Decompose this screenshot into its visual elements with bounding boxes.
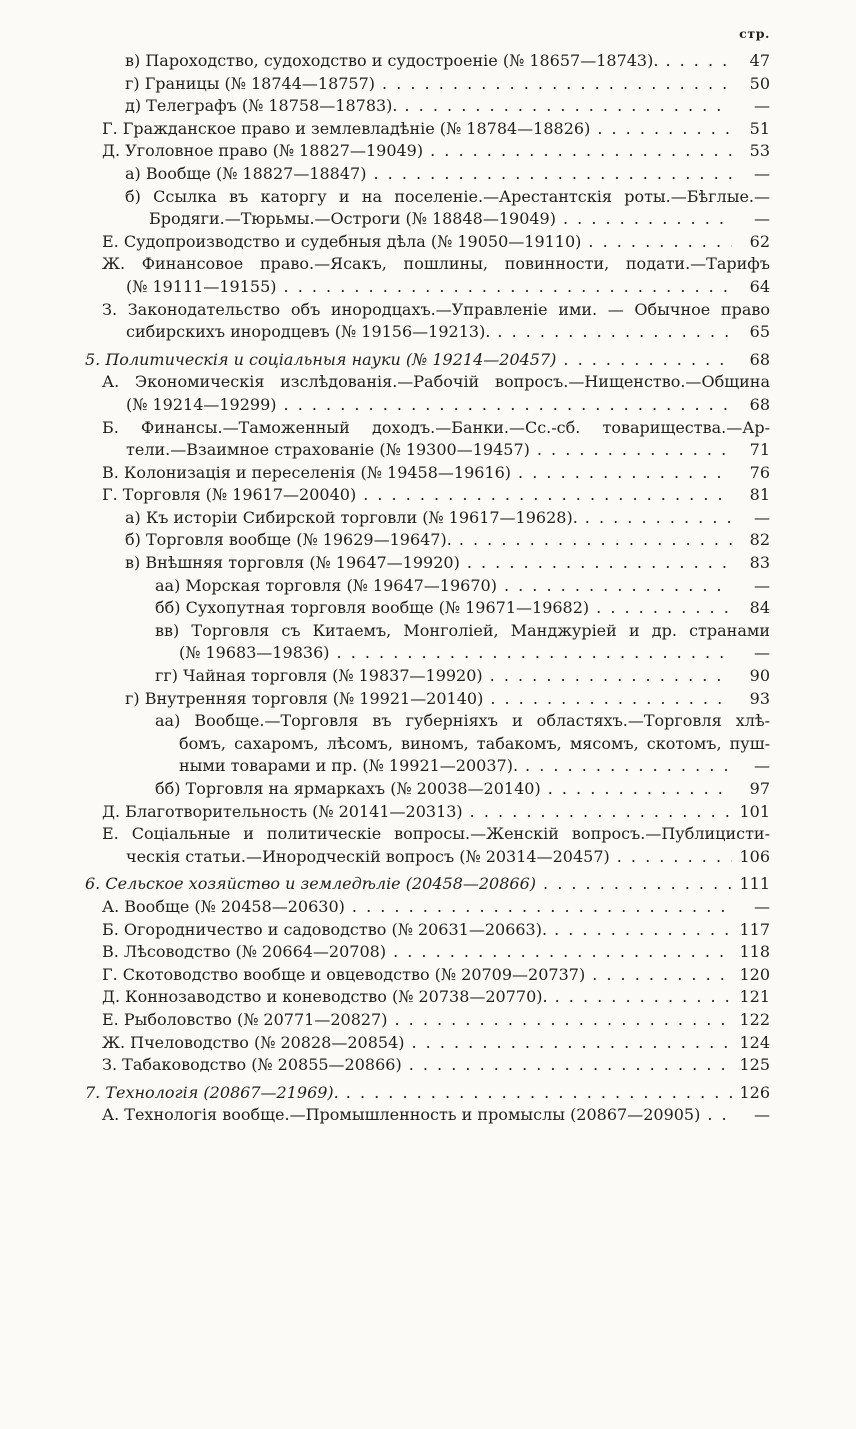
dot-leader [585, 507, 732, 530]
toc-entry [85, 163, 770, 186]
toc-entry-text: Г. Скотоводство вообще и овцеводство (№ 20709—20737) [102, 964, 586, 984]
toc-page-number: 111 [739, 874, 770, 894]
toc-entry-main-line [85, 394, 770, 417]
toc-entry [85, 1082, 770, 1105]
toc-entry-main-line [85, 778, 770, 801]
toc-entry [85, 665, 770, 688]
toc-entry-wrap-line [85, 253, 770, 276]
toc-page-number: 82 [749, 530, 770, 550]
toc-entry-text: ческія статьи.—Инородческій вопросъ (№ 20314—20457) [126, 846, 610, 866]
toc-entry-text: аа) Морская торговля (№ 19647—19670) [155, 575, 497, 595]
toc-entry-text: 6. Сельское хозяйство и земледѣліе (20458—20866) [85, 874, 537, 894]
toc-entry-main-line [85, 964, 770, 987]
toc-entry-main-line [85, 163, 770, 186]
dot-leader [592, 964, 732, 987]
toc-entry [85, 1032, 770, 1055]
dot-leader [504, 575, 732, 598]
toc-entry-main-line [85, 1054, 770, 1077]
toc-entry [85, 231, 770, 254]
dot-leader [597, 118, 732, 141]
toc-entry [85, 50, 770, 73]
dot-leader [554, 919, 732, 942]
toc-entry-main-line [85, 462, 770, 485]
dot-leader [373, 163, 732, 186]
dot-leader [394, 1009, 732, 1032]
toc-entry-text: З. Табаководство (№ 20855—20866) [102, 1055, 402, 1075]
toc-entry-text: 5. Политическія и соціальныя науки (№ 19214—20457) [85, 349, 557, 369]
dot-leader [284, 276, 732, 299]
toc-entry-wrap-line [85, 710, 770, 733]
toc-entry-text: А. Технологія вообще.—Промышленность и промыслы (20867—20905) [102, 1105, 701, 1125]
dot-leader [382, 73, 732, 96]
toc-entry-text: В. Лѣсоводство (№ 20664—20708) [102, 942, 387, 962]
toc-entry [85, 801, 770, 824]
toc-page-number: 47 [749, 51, 770, 70]
dot-leader [467, 552, 732, 575]
toc-entry-text: в) Пароходство, судоходство и судостроеніе (№ 18657—18743). [125, 51, 659, 70]
toc-entry-text: З. Законодательство объ инородцахъ.—Управленіе ими. — Обычное право [102, 299, 770, 319]
toc-entry-text: Е. Соціальные и политическіе вопросы.—Женскій вопросъ.—Публицисти- [102, 824, 770, 844]
toc-entry-text: б) Торговля вообще (№ 19629—19647). [125, 530, 452, 550]
toc-entry-text: Ж. Пчеловодство (№ 20828—20854) [102, 1032, 405, 1052]
toc-entry [85, 778, 770, 801]
toc-entry [85, 986, 770, 1009]
toc-page-number: 124 [739, 1032, 770, 1052]
toc-entry [85, 507, 770, 530]
toc-entry-main-line [85, 665, 770, 688]
toc-entry-main-line [85, 801, 770, 824]
toc-entry-text: вв) Торговля съ Китаемъ, Монголіей, Манджуріей и др. странами [155, 620, 770, 640]
toc-page-number: 93 [749, 688, 770, 708]
toc-entry-main-line [85, 896, 770, 919]
dot-leader [411, 1032, 732, 1055]
toc-entry-text: гг) Чайная торговля (№ 19837—19920) [155, 666, 483, 686]
toc-entry-main-line [85, 575, 770, 598]
toc-entry-text: б) Ссылка въ каторгу и на поселеніе.—Арестантскія роты.—Бѣглые.— [125, 186, 770, 206]
toc-entry-text: А. Вообще (№ 20458—20630) [102, 896, 345, 916]
toc-entry-text: 7. Технологія (20867—21969). [85, 1082, 339, 1102]
toc-entry-text: бб) Сухопутная торговля вообще (№ 19671—19682) [155, 598, 590, 618]
toc-entry-text: В. Колонизація и переселенія (№ 19458—19616) [102, 462, 512, 482]
toc-entry [85, 941, 770, 964]
toc-entry [85, 688, 770, 711]
toc-entry-text: Г. Торговля (№ 19617—20040) [102, 485, 357, 505]
toc-page-number: 83 [749, 553, 770, 573]
toc-entry [85, 873, 770, 896]
toc-entry-main-line [85, 941, 770, 964]
toc-page-number: 65 [749, 322, 770, 342]
toc-entry [85, 186, 770, 231]
toc-entry-main-line [85, 1082, 770, 1105]
toc-entry-main-line [85, 95, 770, 118]
toc-entry-main-line [85, 118, 770, 141]
dot-leader [543, 873, 732, 896]
toc-entry-main-line [85, 276, 770, 299]
toc-page-number: — [754, 507, 770, 527]
toc-entry-main-line [85, 349, 770, 372]
dot-leader [548, 778, 732, 801]
toc-entry-main-line [85, 642, 770, 665]
toc-page-number: 121 [739, 987, 770, 1007]
toc-page-number: 68 [749, 394, 770, 414]
toc-entry-text: (№ 19683—19836) [179, 643, 330, 663]
toc-entry-main-line [85, 846, 770, 869]
toc-entry-wrap-line [85, 620, 770, 643]
toc-entry-main-line [85, 484, 770, 507]
toc-entry-main-line [85, 208, 770, 231]
dot-leader [393, 941, 732, 964]
toc-entry-text: (№ 19111—19155) [126, 276, 277, 296]
toc-entry-text: д) Телеграфъ (№ 18758—18783). [125, 96, 398, 116]
dot-leader [555, 986, 732, 1009]
toc-page-number: 76 [749, 462, 770, 482]
toc-page-number: — [754, 643, 770, 663]
toc-page-number: 97 [749, 779, 770, 798]
toc-entry-main-line [85, 873, 770, 896]
dot-leader [518, 462, 732, 485]
toc-entry-text: Е. Судопроизводство и судебныя дѣла (№ 19050—19110) [102, 231, 582, 251]
toc-entry-text: Ж. Финансовое право.—Ясакъ, пошлины, повинности, подати.—Тарифъ [102, 254, 770, 274]
toc-page-number: — [754, 1105, 770, 1125]
toc-page-number: 126 [739, 1082, 770, 1102]
toc-entry [85, 299, 770, 344]
toc-entry-text: А. Экономическія изслѣдованія.—Рабочій вопросъ.—Нищенство.—Община [102, 372, 770, 392]
toc-page-number: 50 [749, 73, 770, 93]
toc-entry-main-line [85, 1009, 770, 1032]
toc-entry [85, 1104, 770, 1127]
dot-leader [596, 597, 732, 620]
toc-entry-wrap-line [85, 186, 770, 209]
toc-entry [85, 253, 770, 298]
toc-entry-main-line [85, 688, 770, 711]
toc-entry [85, 73, 770, 96]
dot-leader [490, 665, 732, 688]
dot-leader [470, 801, 732, 824]
dot-leader [346, 1082, 732, 1105]
toc-page-number: 101 [739, 801, 770, 821]
toc-entry [85, 140, 770, 163]
dot-leader [352, 896, 732, 919]
toc-page-number: 53 [749, 141, 770, 161]
toc-entry [85, 964, 770, 987]
toc-entry [85, 1054, 770, 1077]
toc-entry-main-line [85, 755, 770, 778]
toc-page-number: 90 [749, 666, 770, 686]
dot-leader [537, 439, 732, 462]
toc-entry-text: Е. Рыболовство (№ 20771—20827) [102, 1009, 388, 1029]
toc-entry-wrap-line [85, 299, 770, 322]
toc-entry [85, 552, 770, 575]
toc-entry-text: а) Къ исторіи Сибирской торговли (№ 19617—19628). [125, 507, 578, 527]
dot-leader [459, 529, 732, 552]
toc-entry [85, 919, 770, 942]
toc-entry-text: Б. Огородничество и садоводство (№ 20631—20663). [102, 919, 548, 939]
toc-entry-text: Бродяги.—Тюрьмы.—Остроги (№ 18848—19049) [149, 209, 556, 229]
toc-entry-main-line [85, 552, 770, 575]
toc-entry-main-line [85, 986, 770, 1009]
toc-entry [85, 417, 770, 462]
toc-entry-main-line [85, 140, 770, 163]
toc-entry-text: Д. Уголовное право (№ 18827—19049) [102, 141, 424, 161]
toc-page-number: 81 [749, 485, 770, 505]
toc-page-number: 117 [739, 919, 770, 939]
dot-leader [430, 140, 732, 163]
toc-page-number: 68 [749, 349, 770, 369]
toc-page-number: — [754, 756, 770, 776]
toc-entry-text: Б. Финансы.—Таможенный доходъ.—Банки.—Сс.-сб. товарищества.—Ар- [102, 417, 770, 437]
dot-leader [405, 95, 733, 118]
toc-page-number: 71 [749, 440, 770, 460]
toc-entry [85, 462, 770, 485]
toc-entry-text: бомъ, сахаромъ, лѣсомъ, виномъ, табакомъ, мясомъ, скотомъ, пуш- [179, 733, 770, 753]
toc-entry-text: Д. Коннозаводство и коневодство (№ 20738—20770). [102, 987, 548, 1007]
dot-leader [563, 208, 732, 231]
toc-entry [85, 620, 770, 665]
toc-entry [85, 823, 770, 868]
toc-page-number: 122 [739, 1009, 770, 1029]
toc-entry [85, 484, 770, 507]
toc-entry-main-line [85, 50, 770, 73]
toc-page-number: — [754, 896, 770, 916]
toc-entry-wrap-line [85, 371, 770, 394]
toc-entry [85, 349, 770, 372]
toc-entry [85, 597, 770, 620]
toc-entry-main-line [85, 73, 770, 96]
toc-page-number: — [754, 96, 770, 116]
toc-entry [85, 896, 770, 919]
toc-entry-main-line [85, 919, 770, 942]
toc-entry-main-line [85, 231, 770, 254]
toc-page-number: 84 [749, 598, 770, 618]
toc-page-number: — [754, 209, 770, 229]
toc-entry-main-line [85, 1032, 770, 1055]
toc-entry-main-line [85, 321, 770, 344]
dot-leader [363, 484, 732, 507]
toc-entry-text: а) Вообще (№ 18827—18847) [125, 163, 367, 183]
toc-entry-text: бб) Торговля на ярмаркахъ (№ 20038—20140) [155, 779, 541, 798]
toc-entry-text: ными товарами и пр. (№ 19921—20037). [179, 756, 519, 776]
dot-leader [525, 755, 732, 778]
toc-page-number: — [754, 163, 770, 183]
toc-entry-main-line [85, 529, 770, 552]
dot-leader [497, 321, 732, 344]
toc-page-number: 118 [739, 942, 770, 962]
dot-leader [665, 50, 732, 73]
toc-entry-wrap-line [85, 823, 770, 846]
toc-entry-main-line [85, 1104, 770, 1127]
dot-leader [337, 642, 732, 665]
dot-leader [563, 349, 732, 372]
toc-entry [85, 575, 770, 598]
toc-entry [85, 529, 770, 552]
page-column-header: стр. [739, 26, 770, 41]
toc-entry-text: Д. Благотворительность (№ 20141—20313) [102, 801, 463, 821]
toc-page-number: 51 [749, 118, 770, 138]
toc-page-number: 125 [739, 1055, 770, 1075]
dot-leader [284, 394, 732, 417]
dot-leader [588, 231, 732, 254]
toc-page-number: — [754, 575, 770, 595]
dot-leader [707, 1104, 732, 1127]
toc-entry-text: Г. Гражданское право и землевладѣніе (№ 18784—18826) [102, 118, 591, 138]
toc-entry-text: сибирскихъ инородцевъ (№ 19156—19213). [126, 322, 491, 342]
toc-entry-main-line [85, 597, 770, 620]
toc-entry-wrap-line [85, 417, 770, 440]
toc-page-number: 64 [749, 276, 770, 296]
page-column-header-row [85, 26, 770, 42]
toc-entry-main-line [85, 439, 770, 462]
toc-entry-text: тели.—Взаимное страхованіе (№ 19300—19457) [126, 440, 530, 460]
toc-page-number: 120 [739, 964, 770, 984]
toc-entry-text: г) Границы (№ 18744—18757) [125, 73, 376, 93]
dot-leader [617, 846, 732, 869]
toc-entry-text: аа) Вообще.—Торговля въ губерніяхъ и областяхъ.—Торговля хлѣ- [155, 711, 770, 731]
toc-page-number: 106 [739, 846, 770, 866]
toc-entry-text: в) Внѣшняя торговля (№ 19647—19920) [125, 553, 460, 573]
toc-entry-text: (№ 19214—19299) [126, 394, 277, 414]
toc-entry [85, 710, 770, 778]
toc-entry [85, 1009, 770, 1032]
dot-leader [490, 688, 732, 711]
toc-entry [85, 118, 770, 141]
toc-entry-text: г) Внутренняя торговля (№ 19921—20140) [125, 688, 484, 708]
toc-list [85, 50, 770, 1127]
toc-page-number: 62 [749, 231, 770, 251]
dot-leader [409, 1054, 732, 1077]
toc-entry-wrap-line [85, 733, 770, 756]
toc-entry [85, 95, 770, 118]
toc-entry [85, 371, 770, 416]
toc-entry-main-line [85, 507, 770, 530]
